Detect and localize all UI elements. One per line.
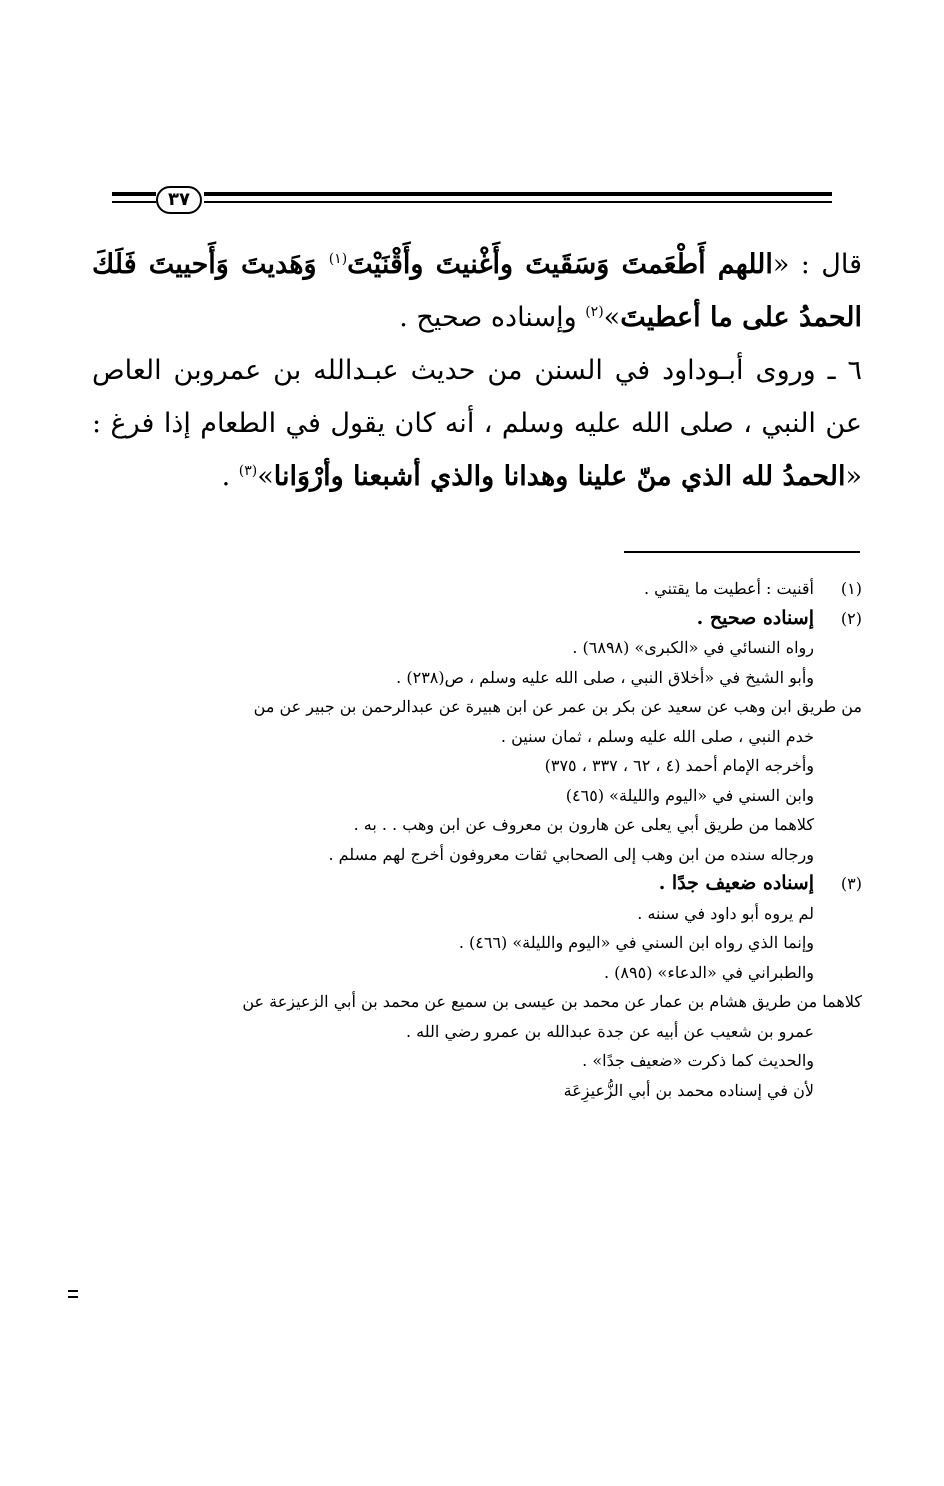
footnote-line: عمرو بن شعيب عن أبيه عن جدة عبدالله بن عمرو رضي الله . bbox=[406, 1021, 814, 1041]
hadith-quote: الحمدُ لله الذي منّ علينا وهدانا والذي أشبعنا وأرْوَانا bbox=[273, 461, 846, 492]
footnote-heading: إسناده صحيح . bbox=[696, 606, 814, 629]
paragraph-2 bbox=[92, 344, 862, 503]
footnote-line: وابن السني في «اليوم والليلة» (٤٦٥) bbox=[565, 785, 814, 805]
footnote-number: (١) bbox=[840, 579, 862, 598]
text-segment: » bbox=[257, 461, 274, 492]
footnote-line: من طريق ابن وهب عن سعيد عن بكر بن عمر عن ابن هبيرة عن عبدالرحمن بن جبير عن من bbox=[253, 697, 862, 716]
text-segment: وإسناده صحيح . bbox=[399, 302, 586, 333]
footnote-line: وإنما الذي رواه ابن السني في «اليوم والليلة» (٤٦٦) . bbox=[458, 933, 814, 952]
footnote-2 bbox=[80, 604, 862, 634]
text-segment: » bbox=[603, 302, 621, 333]
footnote-line: خدم النبي ، صلى الله عليه وسلم ، ثمان سنين . bbox=[500, 726, 814, 746]
text-segment: قال : « bbox=[772, 249, 862, 280]
footnote-ref-3: (٣) bbox=[238, 463, 258, 479]
text-segment: ٦ ـ وروى أبـوداود في السنن من حديث عبـدالله بن عمروبن العاص عن النبي ، صلى الله عليه وسلم ، أنه كان يقول في الطعام إذا فرغ : « bbox=[92, 355, 862, 492]
footnotes bbox=[80, 574, 862, 1105]
footnote-3 bbox=[80, 869, 862, 899]
continuation-mark bbox=[68, 1290, 78, 1302]
footnote-line: والحديث كما ذكرت «ضعيف جدًا» . bbox=[582, 1051, 814, 1070]
footnote-1 bbox=[80, 574, 862, 604]
page-number: ٣٧ bbox=[156, 186, 202, 214]
footnote-text: أقنيت : أعطيت ما يقتني . bbox=[643, 579, 814, 598]
footnote-ref-2: (٢) bbox=[585, 304, 604, 320]
footnote-line: لم يروه أبو داود في سننه . bbox=[637, 903, 814, 923]
footnote-line: رواه النسائي في «الكبرى» (٦٨٩٨) . bbox=[572, 638, 814, 657]
footnote-heading: إسناده ضعيف جدًا . bbox=[658, 872, 814, 894]
footnote-line: وأبو الشيخ في «أخلاق النبي ، صلى الله عليه وسلم ، ص(٢٣٨) . bbox=[396, 667, 814, 687]
footnote-line: لأن في إسناده محمد بن أبي الزُّعيزِعَة bbox=[563, 1080, 814, 1100]
hadith-quote: وَهَديتَ وَأَحييتَ فَلَكَ الحمدُ على ما أعطيتَ bbox=[92, 249, 862, 333]
main-text bbox=[92, 238, 862, 503]
hadith-quote: اللهم أَطْعَمتَ وَسَقَيتَ وأَغْنيتَ وأَقْنَيْتَ bbox=[347, 249, 773, 280]
footnote-ref-1: (١) bbox=[328, 251, 348, 267]
header-rule-long bbox=[204, 192, 832, 203]
footnote-line: كلاهما من طريق هشام بن عمار عن محمد بن عيسى بن سميع عن محمد بن أبي الزعيزعة عن bbox=[242, 992, 862, 1011]
footnote-line: والطبراني في «الدعاء» (٨٩٥) . bbox=[604, 962, 814, 982]
footnote-number: (٢) bbox=[840, 608, 862, 628]
footnote-line: ورجاله سنده من ابن وهب إلى الصحابي ثقات معروفون أخرج لهم مسلم . bbox=[328, 844, 814, 864]
footnote-separator bbox=[624, 551, 860, 553]
page-header bbox=[112, 186, 832, 222]
text-segment: . bbox=[221, 461, 239, 492]
footnote-number: (٣) bbox=[840, 874, 862, 893]
footnote-line: كلاهما من طريق أبي يعلى عن هارون بن معروف عن ابن وهب . . به . bbox=[353, 815, 814, 834]
header-rule-short bbox=[112, 192, 156, 203]
footnote-line: وأخرجه الإمام أحمد (٤ ، ٦٢ ، ٣٣٧ ، ٣٧٥) bbox=[544, 756, 814, 775]
paragraph-1 bbox=[92, 238, 862, 344]
